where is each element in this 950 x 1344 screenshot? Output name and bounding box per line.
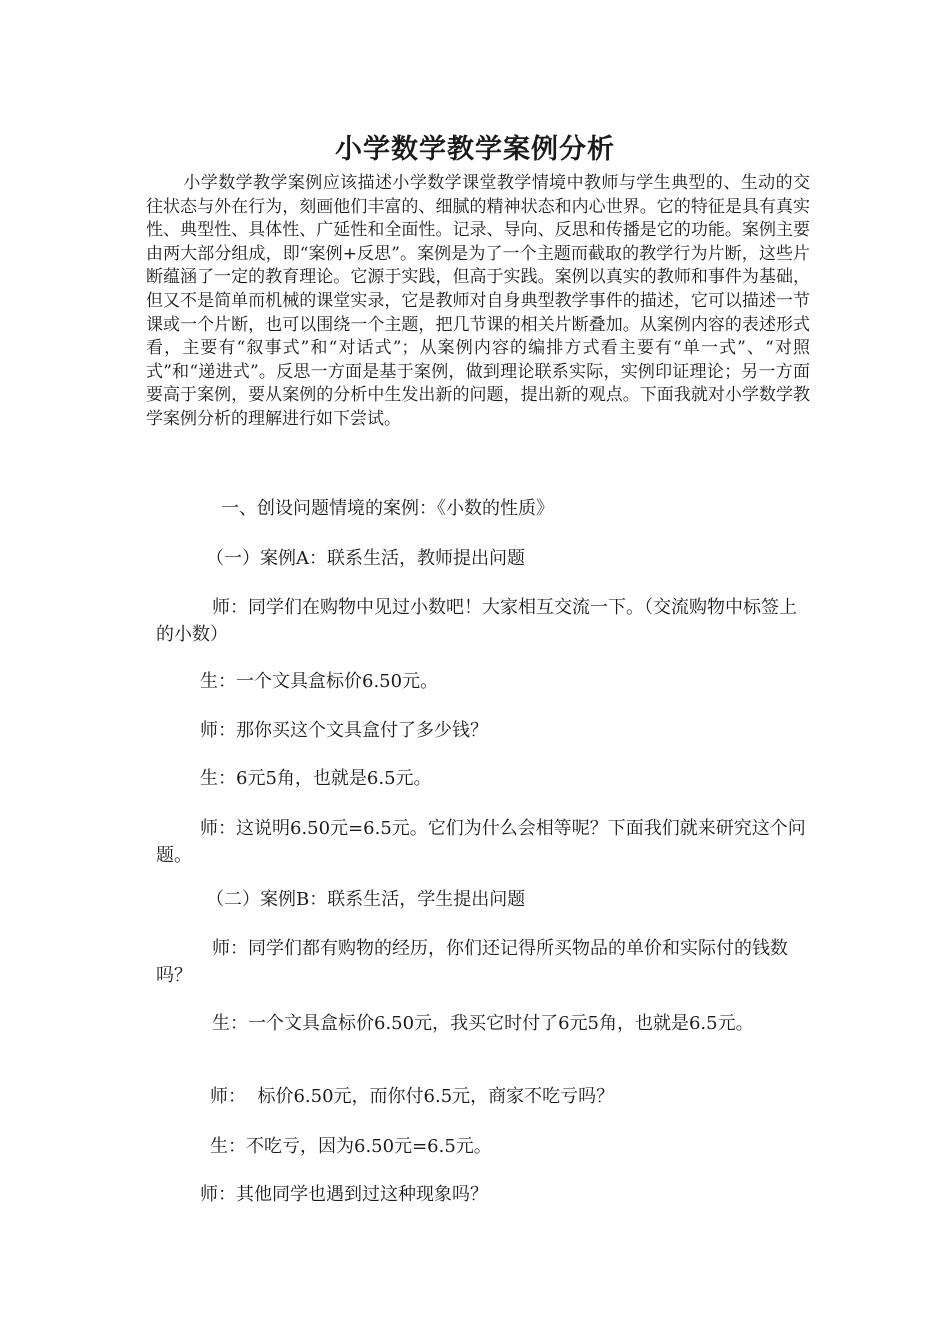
dialogue-line: 师：其他同学也遇到过这种现象吗？: [200, 1184, 488, 1205]
dialogue-line: 师：这说明6.50元=6.5元。它们为什么会相等呢？下面我们就来研究这个问题。: [156, 818, 806, 866]
dialogue-line: 师： 标价6.50元，而你付6.5元，商家不吃亏吗？: [210, 1086, 615, 1107]
dialogue-line: 师：那你买这个文具盒付了多少钱？: [200, 720, 488, 741]
document-title: 小学数学教学案例分析: [335, 134, 615, 165]
dialogue-line: 生：一个文具盒标价6.50元，我买它时付了6元5角，也就是6.5元。: [212, 1013, 754, 1034]
dialogue-line: 生：不吃亏，因为6.50元=6.5元。: [210, 1136, 492, 1157]
intro-paragraph: 小学数学教学案例应该描述小学数学课堂教学情境中教师与学生典型的、生动的交往状态与外在行为，刻画他们丰富的、细腻的精神状态和内心世界。它的特征是具有真实性、典型性、具体性、广延性和全面性。记录、导向、反思和传播是它的功能。案例主要由两大部分组成，即“案例+反思”。案例是为了一个主题而截取的教学行为片断，这些片断蕴涵了一定的教育理论。它源于实践，但高于实践。案例以真实的教师和事件为基础，但又不是简单而机械的课堂实录，它是教师对自身典型教学事件的描述，它可以描述一节课或一个片断，也可以围绕一个主题，把几节课的相关片断叠加。从案例内容的表述形式看，主要有“叙事式”和“对话式”；从案例内容的编排方式看主要有“单一式”、“对照式”和“递进式”。反思一方面是基于案例，做到理论联系实际，实例印证理论；另一方面要高于案例，要从案例的分析中生发出新的问题，提出新的观点。下面我就对小学数学教学案例分析的理解进行如下尝试。: [146, 173, 810, 429]
case-b-heading: （二）案例B：联系生活，学生提出问题: [206, 889, 526, 910]
section-heading: 一、创设问题情境的案例：《小数的性质》: [221, 498, 554, 519]
case-a-heading: （一）案例A：联系生活，教师提出问题: [206, 548, 525, 569]
dialogue-line: 生：6元5角，也就是6.5元。: [200, 768, 432, 789]
dialogue-line: 生：一个文具盒标价6.50元。: [200, 671, 439, 692]
dialogue-line: 师：同学们在购物中见过小数吧！大家相互交流一下。（交流购物中标签上的小数）: [156, 597, 797, 645]
dialogue-line: 师：同学们都有购物的经历，你们还记得所买物品的单价和实际付的钱数吗？: [156, 938, 788, 986]
